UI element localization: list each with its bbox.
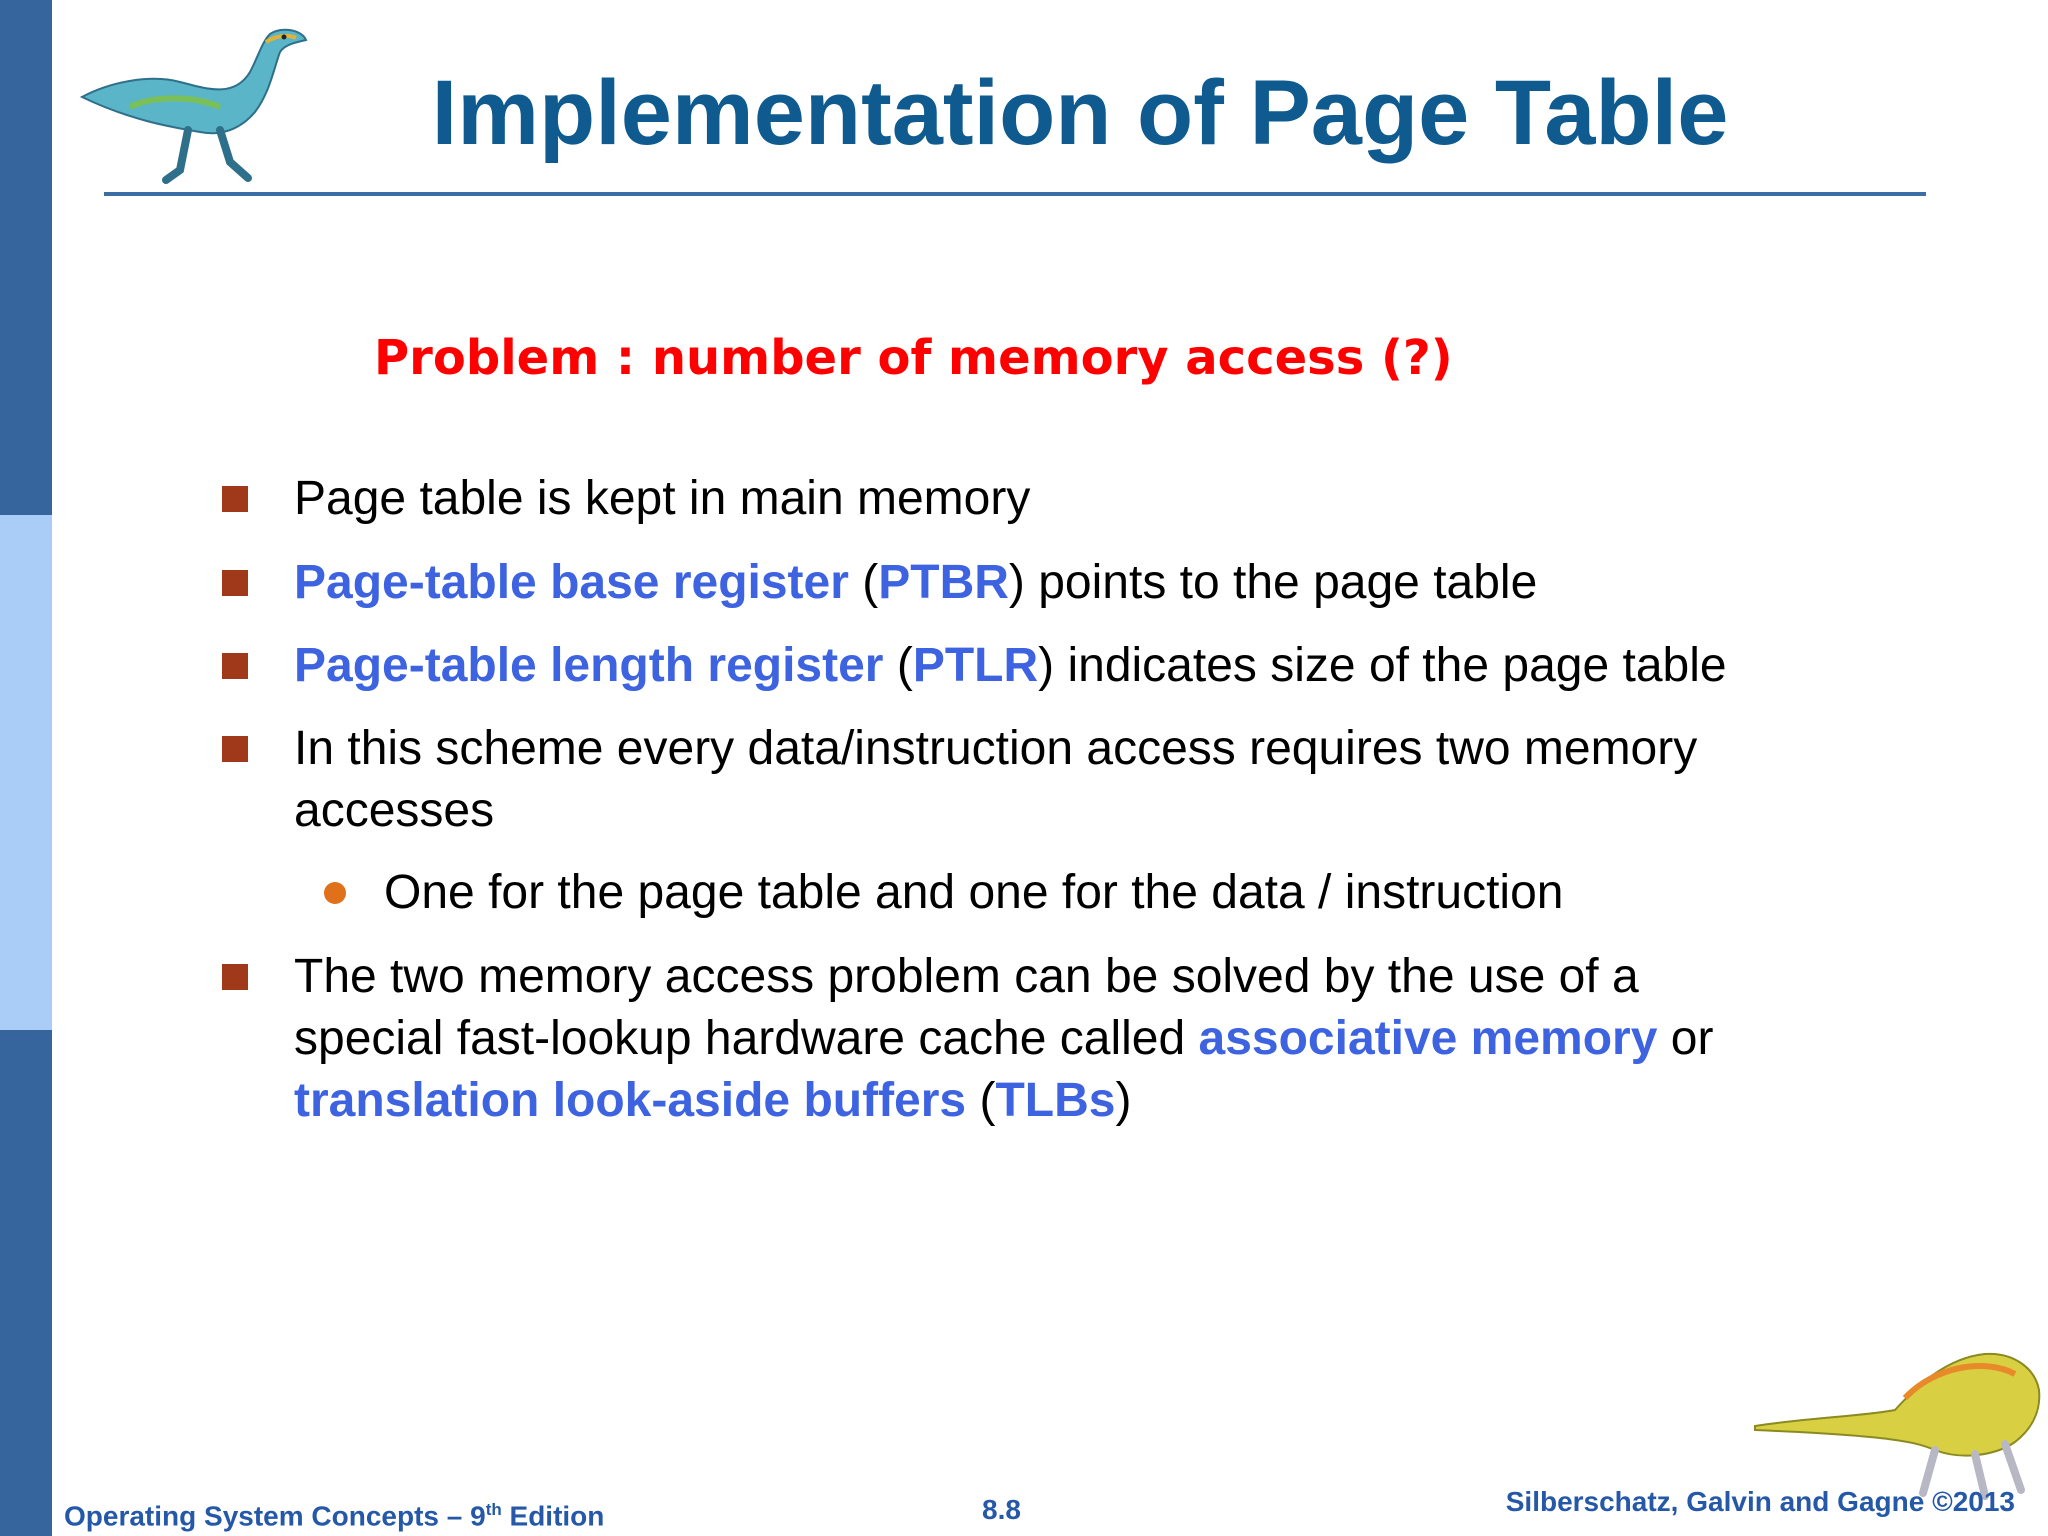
- bullet-text: [294, 468, 1842, 530]
- bullet-text-run: or: [1657, 1012, 1714, 1065]
- footer-book-title: Operating System Concepts – 9th Edition: [64, 1500, 605, 1532]
- bullet-text: [384, 862, 1824, 924]
- highlighted-term: translation look-aside buffers: [294, 1074, 967, 1127]
- highlighted-term: Page-table base register: [294, 556, 849, 609]
- square-bullet-icon: [222, 964, 248, 990]
- round-bullet-icon: [324, 882, 346, 904]
- problem-statement: Problem : number of memory access (?): [374, 330, 1453, 386]
- highlighted-term: associative memory: [1198, 1012, 1658, 1065]
- bullet-item: [222, 718, 1842, 842]
- bullet-text-run: Page table is kept in main memory: [294, 472, 1031, 525]
- highlighted-term: TLBs: [995, 1074, 1116, 1127]
- bullet-text: [294, 718, 1794, 842]
- square-bullet-icon: [222, 486, 248, 512]
- bullet-text-run: One for the page table and one for the data / instruction: [384, 866, 1564, 919]
- bullet-item: [222, 946, 1842, 1132]
- slide-sidebar: [0, 0, 52, 1536]
- bullet-text: [294, 552, 1842, 614]
- footer-page-number: 8.8: [982, 1494, 1021, 1525]
- highlighted-term: PTBR: [878, 556, 1009, 609]
- bullet-text-run: In this scheme every data/instruction access requires two memory accesses: [294, 722, 1698, 837]
- bullet-text-run: (: [966, 1074, 996, 1127]
- sidebar-segment-top: [0, 0, 52, 515]
- sidebar-segment-bottom: [0, 1030, 52, 1536]
- bullet-item: [222, 635, 1842, 697]
- sub-bullet-item: [324, 862, 1824, 924]
- dinosaur-icon: [70, 12, 320, 192]
- slide-title: Implementation of Page Table: [431, 62, 1729, 164]
- highlighted-term: PTLR: [912, 639, 1039, 692]
- bullet-item: [222, 552, 1842, 614]
- bullet-text-run: (: [883, 639, 913, 692]
- square-bullet-icon: [222, 736, 248, 762]
- bullet-text-run: ): [1115, 1074, 1132, 1127]
- bullet-text: [294, 946, 1794, 1132]
- title-divider: [104, 192, 1926, 196]
- square-bullet-icon: [222, 570, 248, 596]
- sidebar-segment-middle: [0, 515, 52, 1030]
- bullet-text: [294, 635, 1842, 697]
- bullet-text-run: ) points to the page table: [1008, 556, 1538, 609]
- bullet-text-run: ) indicates size of the page table: [1038, 639, 1727, 692]
- bullet-text-run: (: [848, 556, 879, 609]
- footer-copyright: Silberschatz, Galvin and Gagne ©2013: [1505, 1486, 2015, 1517]
- square-bullet-icon: [222, 653, 248, 679]
- bullet-text-run: The two memory access problem can be solved by the use of a special fast-lookup hardware cache called: [294, 950, 1639, 1065]
- bullet-item: [222, 468, 1842, 530]
- highlighted-term: Page-table length register: [294, 639, 884, 692]
